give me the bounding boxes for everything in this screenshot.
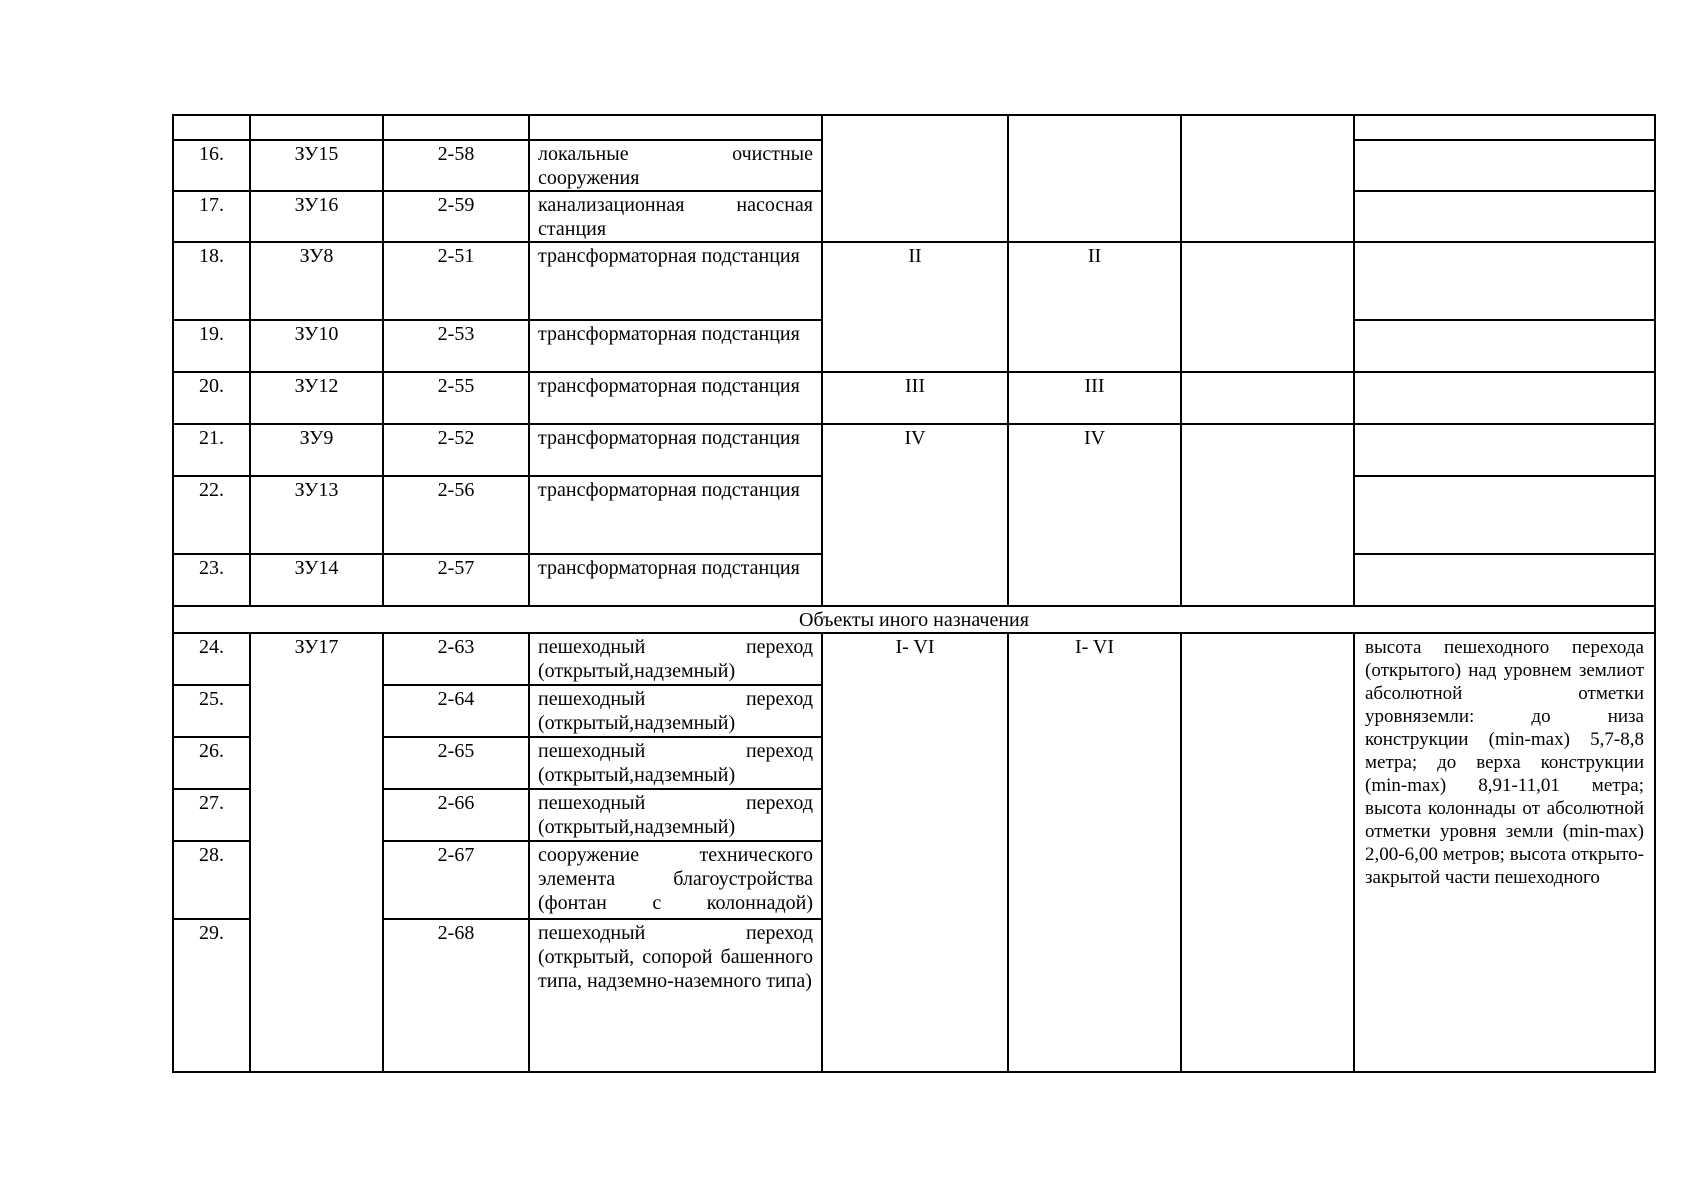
row-number: 25. [173, 685, 250, 737]
zu-code: ЗУ13 [250, 476, 383, 554]
section-header: Объекты иного назначения [173, 606, 1655, 633]
object-code: 2-56 [383, 476, 529, 554]
row-number: 28. [173, 841, 250, 919]
row-number: 21. [173, 424, 250, 476]
object-name: трансформаторная подстанция [529, 554, 822, 606]
row-number: 17. [173, 191, 250, 242]
object-name: сооружение технического элемента благоустройства (фонтан с колоннадой) [529, 841, 822, 919]
cell-empty [1181, 372, 1354, 424]
group-ii-col-a: II [822, 242, 1008, 372]
zu-code: ЗУ8 [250, 242, 383, 320]
row-number: 24. [173, 633, 250, 685]
object-name: пешеходный переход (открытый, сопорой башенного типа, надземно-наземного типа) [529, 919, 822, 1072]
cell-group-empty-1 [822, 115, 1008, 242]
object-name: пешеходный переход (открытый,надземный) [529, 685, 822, 737]
zu-code: ЗУ16 [250, 191, 383, 242]
height-note: высота пешеходного перехода (открытого) над уровнем землиот абсолютной отметки уровняземли: до низа конструкции (min-max) 5,7-8,8 метра; до верха конструкции (min-max) 8,91-11,01 метра; высота колоннады от абсолютной отметки уровня земли (min-max) 2,00-6,00 метров; высота открыто-закрытой части пешеходного [1354, 633, 1655, 1072]
table-row [173, 372, 1655, 424]
object-code: 2-53 [383, 320, 529, 372]
group-iv-col-a: IV [822, 424, 1008, 606]
cell-empty [1354, 320, 1655, 372]
cell-empty [1181, 633, 1354, 1072]
cell-empty [1354, 372, 1655, 424]
table-row [173, 424, 1655, 476]
object-name: трансформаторная подстанция [529, 372, 822, 424]
cell-empty [1181, 424, 1354, 606]
object-code: 2-52 [383, 424, 529, 476]
group-iii-col-b: III [1008, 372, 1181, 424]
object-code: 2-67 [383, 841, 529, 919]
group-iv-col-b: IV [1008, 424, 1181, 606]
cell-empty [1354, 242, 1655, 320]
object-code: 2-57 [383, 554, 529, 606]
row-number: 20. [173, 372, 250, 424]
row-number: 18. [173, 242, 250, 320]
row-number: 22. [173, 476, 250, 554]
object-code: 2-59 [383, 191, 529, 242]
object-name: локальные очистные сооружения [529, 140, 822, 191]
zu-code: ЗУ10 [250, 320, 383, 372]
object-name: трансформаторная подстанция [529, 320, 822, 372]
object-code: 2-64 [383, 685, 529, 737]
zu-code: ЗУ15 [250, 140, 383, 191]
cell-group-empty-2 [1008, 115, 1181, 242]
cell-empty [1181, 242, 1354, 372]
row-number: 29. [173, 919, 250, 1072]
object-code: 2-68 [383, 919, 529, 1072]
object-name: пешеходный переход (открытый,надземный) [529, 789, 822, 841]
cell-group-empty-3 [1181, 115, 1354, 242]
row-number: 16. [173, 140, 250, 191]
object-name: трансформаторная подстанция [529, 424, 822, 476]
object-code: 2-66 [383, 789, 529, 841]
object-name: пешеходный переход (открытый,надземный) [529, 633, 822, 685]
table-row-empty [173, 115, 1655, 140]
table-row [173, 633, 1655, 685]
zu-code: ЗУ9 [250, 424, 383, 476]
zu-code: ЗУ17 [250, 633, 383, 1072]
group-ivi-col-b: I- VI [1008, 633, 1181, 1072]
object-code: 2-65 [383, 737, 529, 789]
cell-empty [1354, 140, 1655, 191]
object-code: 2-51 [383, 242, 529, 320]
table-row [173, 242, 1655, 320]
object-code: 2-58 [383, 140, 529, 191]
group-ii-col-b: II [1008, 242, 1181, 372]
object-name: канализационная насосная станция [529, 191, 822, 242]
cell-empty [1354, 424, 1655, 476]
zu-code: ЗУ14 [250, 554, 383, 606]
object-code: 2-63 [383, 633, 529, 685]
row-number: 23. [173, 554, 250, 606]
cell-empty [1354, 554, 1655, 606]
group-ivi-col-a: I- VI [822, 633, 1008, 1072]
objects-table [172, 114, 1656, 1073]
section-header-row [173, 606, 1655, 633]
object-name: трансформаторная подстанция [529, 242, 822, 320]
cell-empty [1354, 191, 1655, 242]
row-number: 19. [173, 320, 250, 372]
row-number: 26. [173, 737, 250, 789]
group-iii-col-a: III [822, 372, 1008, 424]
cell-empty [1354, 476, 1655, 554]
object-name: пешеходный переход (открытый,надземный) [529, 737, 822, 789]
object-code: 2-55 [383, 372, 529, 424]
row-number: 27. [173, 789, 250, 841]
object-name: трансформаторная подстанция [529, 476, 822, 554]
zu-code: ЗУ12 [250, 372, 383, 424]
